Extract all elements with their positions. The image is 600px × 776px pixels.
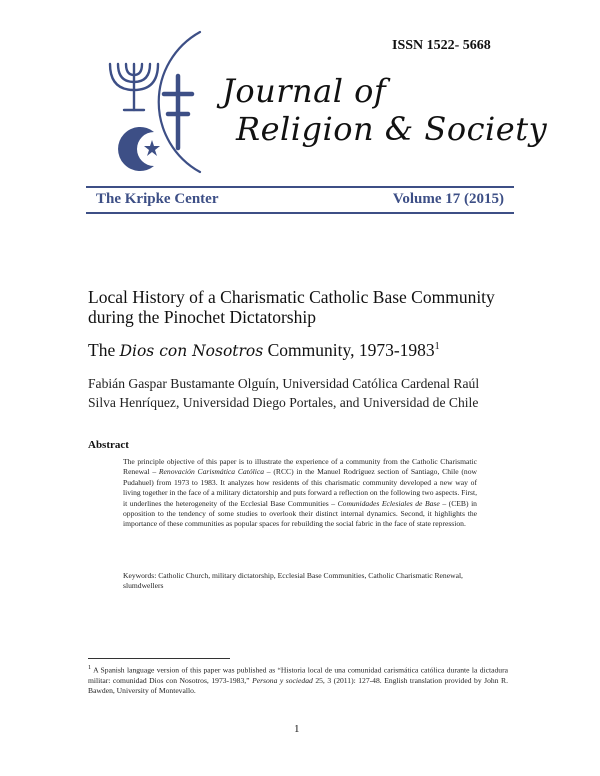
abstract-heading: Abstract: [88, 439, 129, 451]
header-band: [86, 190, 514, 210]
footnote-rule: [88, 658, 230, 659]
abstract-part1: The principle objective of this paper is to illustrate the experience of a community from the Catholic Charismatic Renewal –: [123, 457, 477, 477]
cross-icon: [164, 76, 192, 148]
subtitle-post: Community, 1973-1983: [263, 340, 435, 360]
menorah-icon: [110, 64, 158, 110]
header-rule-top: [86, 186, 514, 188]
keywords: Keywords: Catholic Church, military dictatorship, Ecclesial Base Communities, Catholic Charismatic Renewal, slumdwellers: [123, 571, 463, 591]
crescent-star-icon: [118, 127, 160, 171]
article-title: Local History of a Charismatic Catholic Base Community during the Pinochet Dictatorship: [88, 287, 495, 327]
footnote-text1: A Spanish language version of this paper was published as “Historia local de una comunidad carismática católica durante la dictadura militar: comunidad Dios con Nosotros, 1973-1983,”: [88, 665, 508, 685]
volume-label: Volume 17 (2015): [392, 191, 504, 207]
footnote-ref[interactable]: 1: [434, 341, 440, 353]
abstract-italic1: Renovación Carismática Católica: [158, 467, 265, 477]
journal-logo: [88, 24, 220, 180]
abstract-italic2: Comunidades Eclesiales de Base: [337, 498, 440, 508]
footnote-mark: 1: [88, 664, 92, 671]
abstract-part3: – (CEB) in opposition to the tendency of some studies to overlook their distinct internal dynamics. Second, it highlights the importance of these communities as popular spaces for rebuilding the social fabric in the face of state repression.: [123, 498, 477, 529]
journal-title-line2: Religion & Society: [236, 110, 548, 148]
subtitle-pre: The: [88, 340, 120, 360]
journal-title-line1: Journal of: [222, 72, 387, 110]
subtitle-italic: Dios con Nosotros: [119, 342, 264, 360]
kripke-center: The Kripke Center: [96, 191, 219, 207]
footnote: [88, 663, 508, 697]
abstract-text: [123, 457, 477, 530]
authors: Fabián Gaspar Bustamante Olguín, Universidad Católica Cardenal Raúl Silva Henríquez, Universidad Diego Portales, and Universidad de Chile: [88, 376, 480, 410]
issn: ISSN 1522- 5668: [392, 38, 491, 53]
footnote-text2: 25, 3 (2011): 127-48. English translation provided by John R. Bawden, University of Montevallo.: [88, 675, 508, 696]
page-number: 1: [294, 723, 300, 735]
article-subtitle: [88, 340, 528, 361]
header-rule-bottom: [86, 212, 514, 214]
abstract-part2: – (RCC) in the Manuel Rodríguez section of Santiago, Chile (now Pudahuel) from 1973 to 1983. It analyzes how residents of this charismatic community developed a new way of living together in the face of a military dictatorship and puts forward a reflection on the following two aspects. First, it underlines the heterogeneity of the Ecclesial Base Communities –: [123, 467, 477, 508]
footnote-italic: Persona y sociedad: [252, 675, 313, 685]
